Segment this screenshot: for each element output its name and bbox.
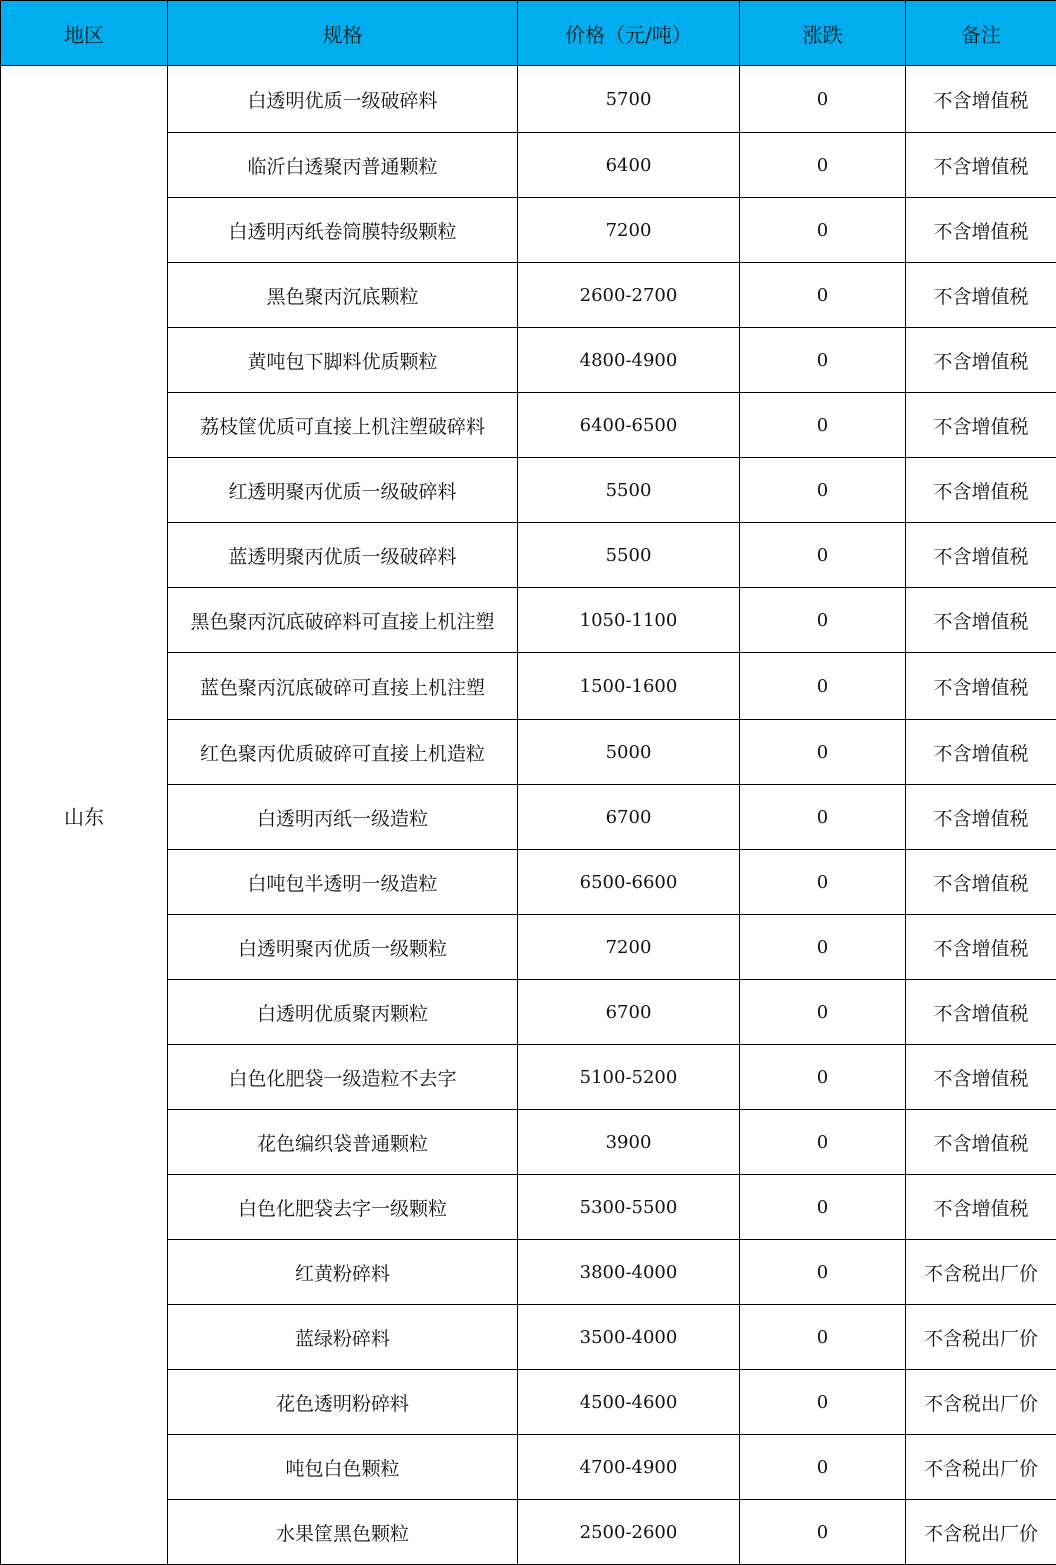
- price-cell: 3800-4000: [518, 1240, 740, 1305]
- price-cell: 4800-4900: [518, 328, 740, 393]
- note-cell: 不含增值税: [906, 1110, 1056, 1175]
- change-cell: 0: [740, 1370, 906, 1435]
- price-cell: 5000: [518, 720, 740, 785]
- spec-cell: 临沂白透聚丙普通颗粒: [168, 133, 518, 198]
- table-row: [1, 66, 1056, 133]
- price-cell: 6700: [518, 785, 740, 850]
- note-cell: 不含增值税: [906, 588, 1056, 653]
- change-cell: 0: [740, 1045, 906, 1110]
- note-cell: 不含增值税: [906, 393, 1056, 458]
- spec-cell: 白透明优质一级破碎料: [168, 66, 518, 133]
- note-cell: 不含增值税: [906, 653, 1056, 720]
- spec-cell: 吨包白色颗粒: [168, 1435, 518, 1500]
- change-cell: 0: [740, 263, 906, 328]
- note-cell: 不含税出厂价: [906, 1370, 1056, 1435]
- spec-cell: 红色聚丙优质破碎可直接上机造粒: [168, 720, 518, 785]
- header-price: 价格（元/吨）: [518, 1, 740, 66]
- note-cell: 不含税出厂价: [906, 1305, 1056, 1370]
- change-cell: 0: [740, 915, 906, 980]
- spec-cell: 花色编织袋普通颗粒: [168, 1110, 518, 1175]
- change-cell: 0: [740, 458, 906, 523]
- spec-cell: 花色透明粉碎料: [168, 1370, 518, 1435]
- change-cell: 0: [740, 66, 906, 133]
- price-cell: 3900: [518, 1110, 740, 1175]
- header-row: [1, 1, 1056, 66]
- price-cell: 5700: [518, 66, 740, 133]
- spec-cell: 白色化肥袋一级造粒不去字: [168, 1045, 518, 1110]
- header-region: 地区: [1, 1, 168, 66]
- note-cell: 不含增值税: [906, 915, 1056, 980]
- price-cell: 2500-2600: [518, 1500, 740, 1565]
- header-spec: 规格: [168, 1, 518, 66]
- note-cell: 不含增值税: [906, 1175, 1056, 1240]
- note-cell: 不含增值税: [906, 850, 1056, 915]
- spec-cell: 黑色聚丙沉底破碎料可直接上机注塑: [168, 588, 518, 653]
- change-cell: 0: [740, 1110, 906, 1175]
- change-cell: 0: [740, 588, 906, 653]
- table-body: [1, 66, 1056, 1565]
- price-cell: 6400: [518, 133, 740, 198]
- note-cell: 不含增值税: [906, 66, 1056, 133]
- header-change: 涨跌: [740, 1, 906, 66]
- spec-cell: 白透明丙纸卷筒膜特级颗粒: [168, 198, 518, 263]
- spec-cell: 黄吨包下脚料优质颗粒: [168, 328, 518, 393]
- header-note: 备注: [906, 1, 1056, 66]
- note-cell: 不含税出厂价: [906, 1435, 1056, 1500]
- price-cell: 7200: [518, 915, 740, 980]
- price-cell: 2600-2700: [518, 263, 740, 328]
- note-cell: 不含增值税: [906, 263, 1056, 328]
- note-cell: 不含税出厂价: [906, 1240, 1056, 1305]
- spec-cell: 白透明聚丙优质一级颗粒: [168, 915, 518, 980]
- change-cell: 0: [740, 328, 906, 393]
- change-cell: 0: [740, 785, 906, 850]
- change-cell: 0: [740, 720, 906, 785]
- change-cell: 0: [740, 1500, 906, 1565]
- note-cell: 不含增值税: [906, 198, 1056, 263]
- spec-cell: 红透明聚丙优质一级破碎料: [168, 458, 518, 523]
- price-cell: 5100-5200: [518, 1045, 740, 1110]
- price-cell: 7200: [518, 198, 740, 263]
- price-cell: 5500: [518, 458, 740, 523]
- change-cell: 0: [740, 1305, 906, 1370]
- change-cell: 0: [740, 1240, 906, 1305]
- change-cell: 0: [740, 198, 906, 263]
- price-cell: 5500: [518, 523, 740, 588]
- region-cell: 山东: [1, 66, 168, 1565]
- change-cell: 0: [740, 523, 906, 588]
- table-header: [1, 1, 1056, 66]
- spec-cell: 荔枝筐优质可直接上机注塑破碎料: [168, 393, 518, 458]
- change-cell: 0: [740, 653, 906, 720]
- change-cell: 0: [740, 980, 906, 1045]
- price-cell: 4500-4600: [518, 1370, 740, 1435]
- spec-cell: 白吨包半透明一级造粒: [168, 850, 518, 915]
- spec-cell: 黑色聚丙沉底颗粒: [168, 263, 518, 328]
- note-cell: 不含增值税: [906, 980, 1056, 1045]
- spec-cell: 红黄粉碎料: [168, 1240, 518, 1305]
- note-cell: 不含增值税: [906, 328, 1056, 393]
- spec-cell: 白透明优质聚丙颗粒: [168, 980, 518, 1045]
- note-cell: 不含增值税: [906, 785, 1056, 850]
- note-cell: 不含税出厂价: [906, 1500, 1056, 1565]
- price-cell: 1500-1600: [518, 653, 740, 720]
- spec-cell: 蓝色聚丙沉底破碎可直接上机注塑: [168, 653, 518, 720]
- change-cell: 0: [740, 133, 906, 198]
- change-cell: 0: [740, 1435, 906, 1500]
- note-cell: 不含增值税: [906, 133, 1056, 198]
- change-cell: 0: [740, 1175, 906, 1240]
- price-cell: 3500-4000: [518, 1305, 740, 1370]
- note-cell: 不含增值税: [906, 523, 1056, 588]
- price-cell: 1050-1100: [518, 588, 740, 653]
- change-cell: 0: [740, 850, 906, 915]
- note-cell: 不含增值税: [906, 1045, 1056, 1110]
- spec-cell: 白透明丙纸一级造粒: [168, 785, 518, 850]
- price-cell: 6500-6600: [518, 850, 740, 915]
- spec-cell: 水果筐黑色颗粒: [168, 1500, 518, 1565]
- change-cell: 0: [740, 393, 906, 458]
- spec-cell: 蓝透明聚丙优质一级破碎料: [168, 523, 518, 588]
- price-cell: 5300-5500: [518, 1175, 740, 1240]
- price-cell: 4700-4900: [518, 1435, 740, 1500]
- note-cell: 不含增值税: [906, 458, 1056, 523]
- price-cell: 6400-6500: [518, 393, 740, 458]
- note-cell: 不含增值税: [906, 720, 1056, 785]
- price-cell: 6700: [518, 980, 740, 1045]
- spec-cell: 蓝绿粉碎料: [168, 1305, 518, 1370]
- spec-cell: 白色化肥袋去字一级颗粒: [168, 1175, 518, 1240]
